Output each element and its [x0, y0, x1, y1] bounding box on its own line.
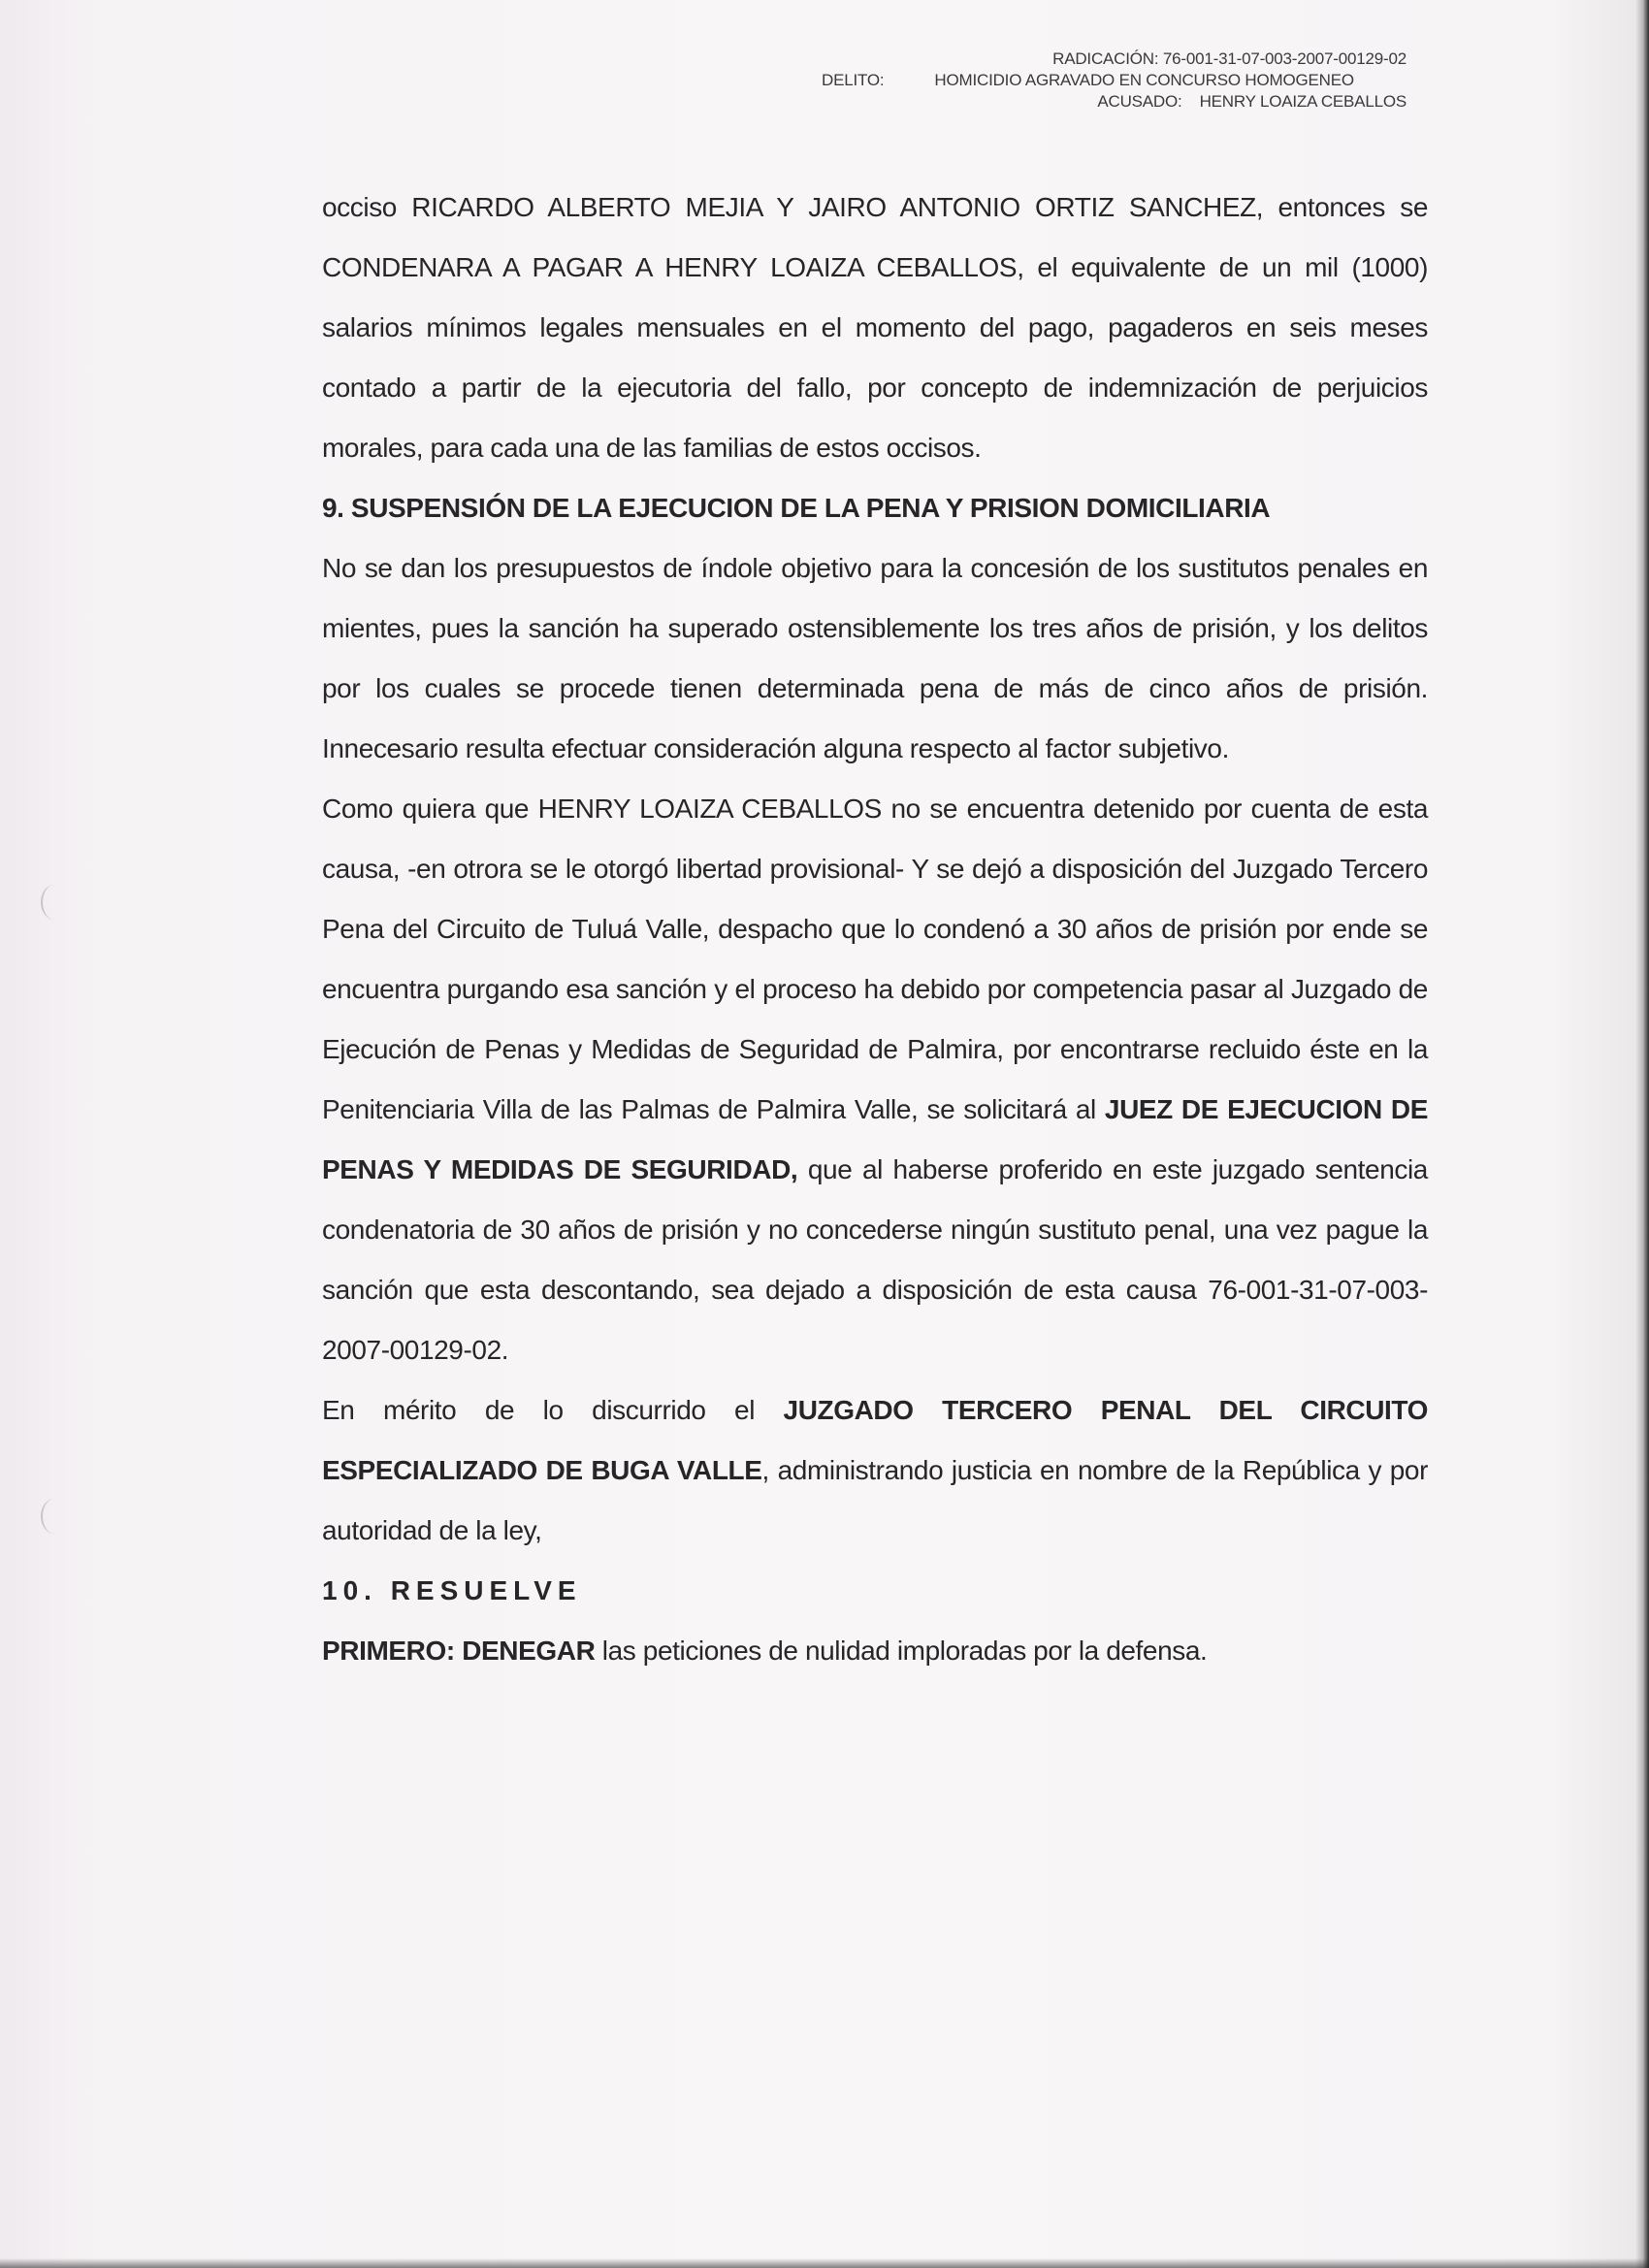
acusado-value: HENRY LOAIZA CEBALLOS	[1199, 92, 1406, 111]
juzgado-name-bold: JUZGADO TERCERO PENAL DEL CIRCUITO ESPECIALIZADO DE BUGA VALLE	[322, 1395, 1429, 1485]
paragraph-primero	[322, 1621, 1428, 1681]
scan-edge-right	[1635, 0, 1649, 2268]
delito-line	[776, 70, 1406, 91]
paragraph-sustitutos: No se dan los presupuestos de índole objetivo para la concesión de los sustitutos penales en mientes, pues la sanción ha superado ostensiblemente los tres años de prisión, y los delitos por los cuales se procede tienen determinada pena de más de cinco años de prisión. Innecesario resulta efectuar consideración alguna respecto al factor subjetivo.	[322, 553, 1428, 763]
delito-label: DELITO:	[822, 71, 885, 89]
punch-hole-mark	[41, 885, 68, 920]
paragraph-merito-text-a: En mérito de lo discurrido el	[322, 1395, 784, 1425]
paragraph-disposicion-text-a: Como quiera que HENRY LOAIZA CEBALLOS no se encuentra detenido por cuenta de esta causa, -en otrora se le otorgó libertad provisional- Y se dejó a disposición del Juzgado Tercero Pena del Circuito de Tuluá Valle, despacho que lo condenó a 30 años de prisión por ende se encuentra purgando esa sanción y el proceso ha debido por competencia pasar al Juzgado de Ejecución de Penas y Medidas de Seguridad de Palmira, por encontrarse recluido éste en la Penitenciaria Villa de las Palmas de Palmira Valle, se solicitará al	[322, 794, 1428, 1124]
juez-ejecucion-bold: JUEZ DE EJECUCION DE PENAS Y MEDIDAS DE SEGURIDAD,	[322, 1094, 1428, 1184]
denegar-bold: DENEGAR	[462, 1636, 596, 1666]
paragraph-merito	[322, 1380, 1428, 1561]
acusado-line	[776, 91, 1406, 113]
radicacion-line: RADICACIÓN: 76-001-31-07-003-2007-00129-02	[1052, 49, 1406, 68]
acusado-label: ACUSADO:	[1097, 92, 1182, 111]
punch-hole-mark	[41, 1499, 68, 1534]
paragraph-indemnizacion: occiso RICARDO ALBERTO MEJIA Y JAIRO ANTONIO ORTIZ SANCHEZ, entonces se CONDENARA A PAGAR A HENRY LOAIZA CEBALLOS, el equivalente de un mil (1000) salarios mínimos legales mensuales en el momento del pago, pagaderos en seis meses contado a partir de la ejecutoria del fallo, por concepto de indemnización de perjuicios morales, para cada una de las familias de estos occisos.	[322, 192, 1428, 463]
primero-label: PRIMERO:	[322, 1636, 455, 1666]
delito-value: HOMICIDIO AGRAVADO EN CONCURSO HOMOGENEO	[934, 71, 1354, 89]
paragraph-primero-text: las peticiones de nulidad imploradas por la defensa.	[595, 1636, 1208, 1666]
section-heading-9: 9. SUSPENSIÓN DE LA EJECUCION DE LA PENA Y PRISION DOMICILIARIA	[322, 493, 1271, 523]
document-body	[322, 178, 1428, 1681]
paragraph-merito-text-b: , administrando justicia en nombre de la República y por autoridad de la ley,	[322, 1455, 1429, 1545]
scan-edge-bottom	[0, 2258, 1649, 2268]
section-heading-10: 10. RESUELVE	[322, 1575, 582, 1605]
case-header	[776, 49, 1406, 113]
paragraph-disposicion-text-b: que al haberse proferido en este juzgado sentencia condenatoria de 30 años de prisión y no concederse ningún sustituto penal, una vez pague la sanción que esta descontando, sea dejado a disposición de esta causa 76-001-31-07-003-2007-00129-02.	[322, 1154, 1428, 1365]
paragraph-disposicion	[322, 779, 1428, 1380]
